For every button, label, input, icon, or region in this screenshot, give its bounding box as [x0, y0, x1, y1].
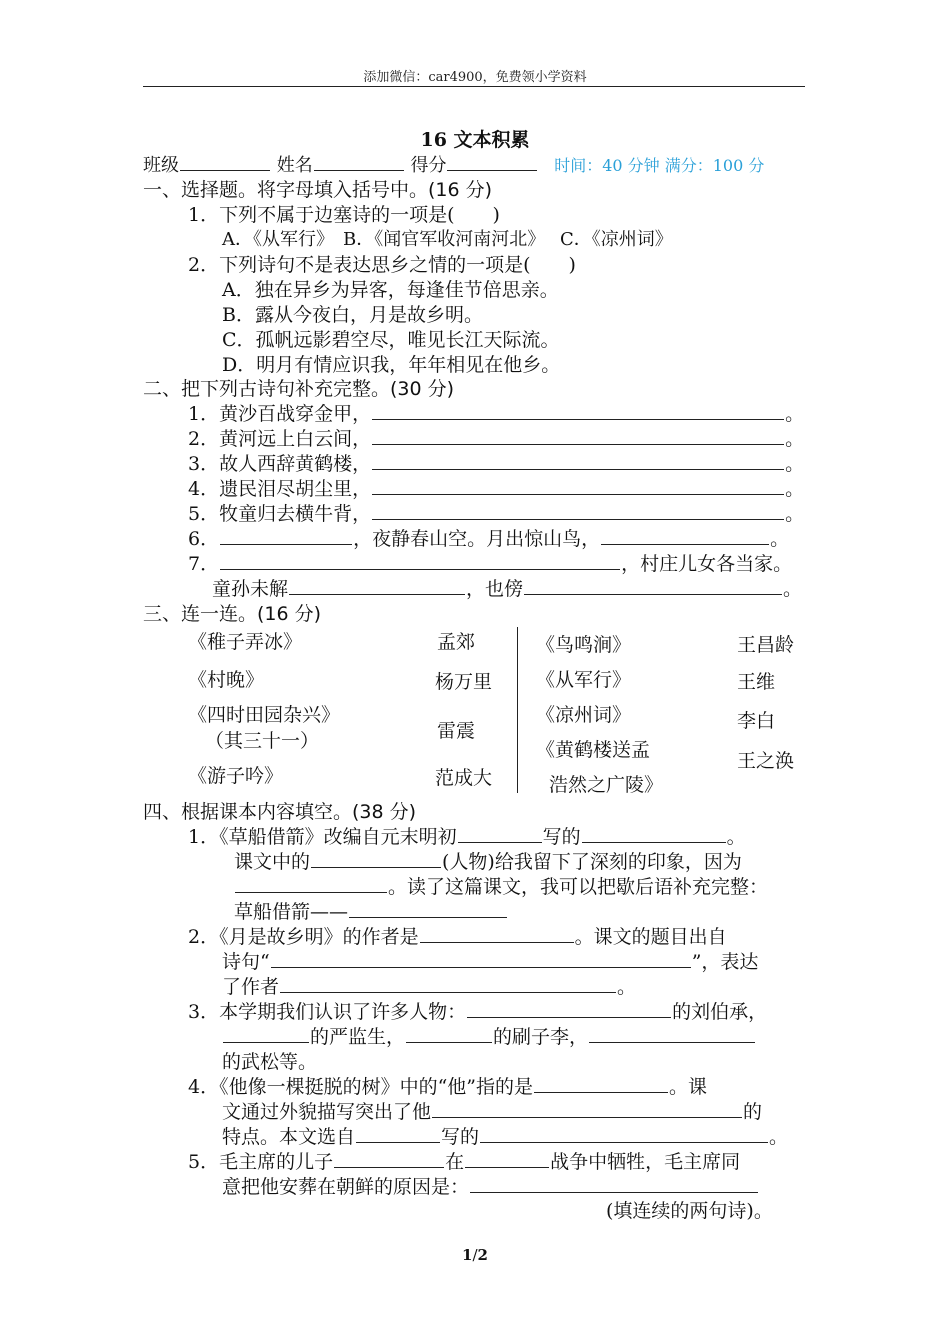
s4-q5-text-a: 5．毛主席的儿子 [188, 1151, 334, 1173]
s2-l7-num: 7． [188, 553, 220, 575]
s4-q1-line-4 [234, 897, 508, 924]
s4-q4-blank-book[interactable] [480, 1141, 768, 1143]
s4-q1-line-1 [188, 822, 746, 849]
s4-q1-blank-saying[interactable] [349, 916, 507, 918]
s4-q2-text-b: 。课文的题目出自 [574, 926, 727, 948]
page-current: 1 [462, 1246, 473, 1264]
s4-q3-text-c: 的严监生， [310, 1026, 406, 1048]
s4-q1-text-c: 课文中的 [234, 851, 311, 873]
left-poem-1[interactable]: 《稚子弄冰》 [188, 631, 303, 653]
s2-l2-blank[interactable] [372, 443, 784, 445]
s4-q3-blank-2[interactable] [223, 1041, 309, 1043]
s2-line-2 [188, 424, 804, 451]
s4-q4-text-e: 特点。本文选自 [222, 1126, 356, 1148]
left-poem-2[interactable]: 《村晚》 [188, 669, 265, 691]
s2-l3-blank[interactable] [372, 468, 784, 470]
s4-q4-text-c: 文通过外貌描写突出了他 [222, 1101, 432, 1123]
s4-q5-line-3: (填连续的两句诗)。 [606, 1200, 773, 1222]
section-2-heading: 二、把下列古诗句补充完整。(30 分) [143, 378, 455, 400]
s2-l3-end: 。 [785, 453, 805, 475]
s1-q2-b: B．露从今夜白，月是故乡明。 [222, 304, 483, 326]
s2-l1-end: 。 [785, 403, 805, 425]
s4-q5-text-b: 在 [445, 1151, 465, 1173]
s2-line-1 [188, 399, 804, 426]
s4-q1-blank-person[interactable] [311, 866, 441, 868]
page-title: 16 文本积累 [420, 129, 530, 151]
s4-q4-line-1 [188, 1072, 707, 1099]
right-author-3[interactable]: 李白 [737, 710, 776, 732]
right-poem-4[interactable]: 《黄鹤楼送孟 [536, 739, 651, 761]
left-author-2[interactable]: 杨万里 [435, 671, 493, 693]
s4-q5-blank-son[interactable] [334, 1166, 444, 1168]
s4-q1-line-2 [234, 847, 742, 874]
s4-q1-blank-author[interactable] [458, 841, 542, 843]
s4-q4-blank-trait[interactable] [432, 1116, 742, 1118]
s2-l5-end: 。 [785, 503, 805, 525]
s4-q2-blank-feeling[interactable] [280, 991, 616, 993]
s4-q4-blank-author[interactable] [356, 1141, 440, 1143]
s4-q5-blank-reason[interactable] [470, 1191, 758, 1193]
s2-l6-blank-1[interactable] [220, 543, 352, 545]
s4-q4-line-3 [222, 1122, 788, 1149]
s4-q3-text-b: 的刘伯承， [672, 1001, 768, 1023]
s4-q1-blank-book[interactable] [582, 841, 726, 843]
section-4-heading: 四、根据课本内容填空。(38 分) [143, 801, 417, 823]
s4-q1-text-b: 写的 [542, 826, 581, 848]
s4-q2-end: 。 [617, 976, 637, 998]
s1-q2: 2．下列诗句不是表达思乡之情的一项是( ) [188, 254, 576, 276]
s4-q1-text-e: 。读了这篇课文，我可以把歇后语补充完整： [388, 876, 769, 898]
s2-l7-blank-3[interactable] [524, 593, 782, 595]
s4-q2-text-c: 诗句“ [222, 951, 270, 973]
s2-line-7-cont [212, 574, 802, 601]
s4-q3-text-d: 的刷子李， [493, 1026, 589, 1048]
s1-q2-c: C．孤帆远影碧空尽，唯见长江天际流。 [222, 329, 560, 351]
s4-q1-line-3 [234, 872, 768, 899]
s2-l7-text-3: ，也傍 [466, 578, 524, 600]
s4-q2-blank-verse[interactable] [271, 966, 691, 968]
name-blank[interactable] [314, 169, 404, 171]
page-number [0, 1246, 950, 1264]
s4-q2-line-1 [188, 922, 727, 949]
s1-q1-options: A．《从军行》 B．《闻官军收河南河北》 C．《凉州词》 [222, 229, 673, 250]
s2-l7-text: ，村庄儿女各当家。 [621, 553, 793, 575]
s4-q4-text-a: 4．《他像一棵挺脱的树》中的“他”指的是 [188, 1076, 534, 1098]
left-poem-4[interactable]: 《游子吟》 [188, 765, 284, 787]
s4-q3-line-2 [222, 1022, 756, 1049]
header-note: 添加微信：car4900，免费领小学资料 [363, 70, 587, 85]
s4-q3-text-a: 3．本学期我们认识了许多人物： [188, 1001, 467, 1023]
left-author-4[interactable]: 范成大 [435, 767, 493, 789]
s2-l1-blank[interactable] [372, 418, 784, 420]
score-blank[interactable] [447, 169, 537, 171]
s2-line-4 [188, 474, 804, 501]
s2-l7-blank-1[interactable] [220, 568, 620, 570]
section-3-heading: 三、连一连。(16 分) [143, 603, 322, 625]
s4-q4-end: 。 [769, 1126, 789, 1148]
s4-q4-text-d: 的 [743, 1101, 763, 1123]
s2-l6-blank-2[interactable] [601, 543, 769, 545]
s2-l7-blank-2[interactable] [289, 593, 465, 595]
s4-q5-line-1 [188, 1147, 740, 1174]
s4-q3-blank-4[interactable] [589, 1041, 755, 1043]
s2-l4-text: 4．遗民泪尽胡尘里， [188, 478, 372, 500]
s2-l6-num: 6． [188, 528, 220, 550]
s4-q4-blank-who[interactable] [534, 1091, 668, 1093]
s2-line-7 [188, 549, 792, 576]
s4-q4-text-f: 写的 [441, 1126, 480, 1148]
s4-q2-text-e: 了作者 [222, 976, 280, 998]
s4-q3-line-1 [188, 997, 767, 1024]
left-poem-3-sub: （其三十一） [205, 730, 320, 752]
s2-l6-text: ，夜静春山空。月出惊山鸟， [353, 528, 601, 550]
s4-q3-blank-1[interactable] [467, 1016, 671, 1018]
right-poem-2[interactable]: 《从军行》 [536, 669, 632, 691]
name-label: 姓名 [276, 155, 313, 176]
s4-q4-line-2 [222, 1097, 762, 1124]
s2-line-6 [188, 524, 789, 551]
info-line [143, 151, 764, 177]
s4-q1-text-d: (人物)给我留下了深刻的印象，因为 [442, 851, 742, 873]
s2-l1-text: 1．黄沙百战穿金甲， [188, 403, 372, 425]
left-poem-3[interactable]: 《四时田园杂兴》 [188, 704, 341, 726]
right-poem-1[interactable]: 《鸟鸣涧》 [536, 634, 632, 656]
s4-q2-text-a: 2．《月是故乡明》的作者是 [188, 926, 419, 948]
s2-l3-text: 3．故人西辞黄鹤楼， [188, 453, 372, 475]
s4-q4-text-b: 。课 [669, 1076, 708, 1098]
s4-q2-text-d: ”，表达 [691, 951, 759, 973]
s2-l4-end: 。 [785, 478, 805, 500]
s4-q2-line-2 [222, 947, 758, 974]
s4-q3-line-3: 的武松等。 [222, 1051, 318, 1073]
exam-meta: 时间：40 分钟 满分：100 分 [554, 156, 765, 175]
left-author-3[interactable]: 雷震 [437, 720, 476, 742]
s2-l5-blank[interactable] [372, 518, 784, 520]
match-divider [517, 627, 518, 793]
right-poem-3[interactable]: 《凉州词》 [536, 704, 632, 726]
right-author-1[interactable]: 王昌龄 [737, 634, 795, 656]
s1-q1: 1．下列不属于边塞诗的一项是( ) [188, 204, 500, 226]
s2-l6-end: 。 [770, 528, 790, 550]
page-total: 2 [477, 1246, 488, 1264]
s4-q1-blank-reason[interactable] [235, 891, 387, 893]
s4-q5-blank-war[interactable] [465, 1166, 549, 1168]
s2-l7-end: 。 [783, 578, 803, 600]
section-1-heading: 一、选择题。将字母填入括号中。(16 分) [143, 179, 493, 201]
s4-q5-text-c: 战争中牺牲，毛主席同 [550, 1151, 741, 1173]
s2-l5-text: 5．牧童归去横牛背， [188, 503, 372, 525]
s2-l7-text-2: 童孙未解 [212, 578, 289, 600]
page-sep: / [472, 1246, 478, 1264]
score-label: 得分 [410, 155, 447, 176]
s2-l2-end: 。 [785, 428, 805, 450]
left-author-1[interactable]: 孟郊 [437, 631, 476, 653]
s1-q2-d: D．明月有情应识我，年年相见在他乡。 [222, 354, 561, 376]
s2-line-5 [188, 499, 804, 526]
s2-l2-text: 2．黄河远上白云间， [188, 428, 372, 450]
s4-q2-blank-author[interactable] [420, 941, 574, 943]
s4-q1-end: 。 [726, 826, 746, 848]
s4-q2-line-3 [222, 972, 636, 999]
s4-q3-blank-3[interactable] [406, 1041, 492, 1043]
right-author-4[interactable]: 王之涣 [737, 750, 795, 772]
header-rule [143, 86, 805, 87]
s4-q5-line-2 [222, 1172, 759, 1199]
s4-q5-text-d: 意把他安葬在朝鲜的原因是： [222, 1176, 470, 1198]
class-blank[interactable] [180, 169, 270, 171]
right-poem-4-cont: 浩然之广陵》 [549, 774, 664, 796]
right-author-2[interactable]: 王维 [737, 671, 776, 693]
s2-l4-blank[interactable] [372, 493, 784, 495]
s4-q1-text-f: 草船借箭—— [234, 901, 349, 923]
class-label: 班级 [143, 155, 179, 176]
s2-line-3 [188, 449, 804, 476]
s1-q2-a: A．独在异乡为异客，每逢佳节倍思亲。 [222, 279, 559, 301]
s4-q1-text-a: 1．《草船借箭》改编自元末明初 [188, 826, 457, 848]
